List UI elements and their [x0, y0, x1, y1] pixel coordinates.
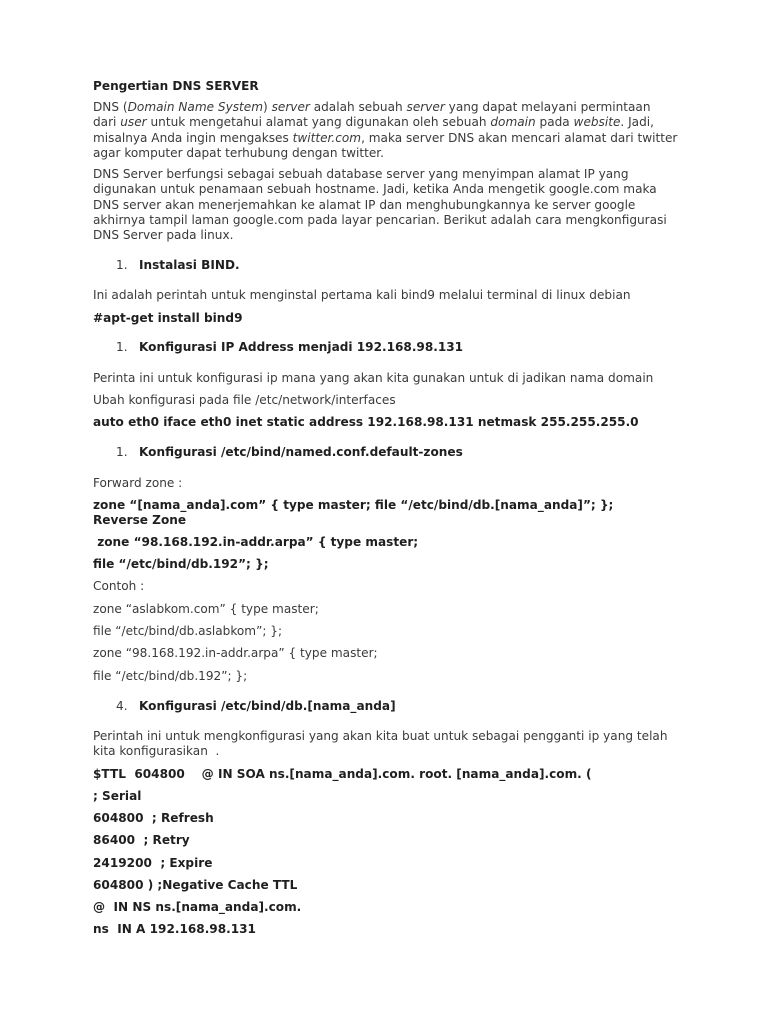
section-1-desc: Ini adalah perintah untuk menginstal pertama kali bind9 melalui terminal di linux debian — [93, 288, 631, 302]
text-span: yang dapat melayani permintaan — [444, 100, 651, 114]
section-1-command: #apt-get install bind9 — [93, 311, 243, 325]
section-2-desc-1: Perinta ini untuk konfigurasi ip mana yang akan kita gunakan untuk di jadikan nama domain — [93, 371, 654, 385]
italic-span: website — [573, 115, 621, 129]
text-span: pada — [535, 115, 574, 129]
italic-span: user — [120, 115, 147, 129]
section-3-title: Konfigurasi /etc/bind/named.conf.default-zones — [139, 445, 463, 459]
zone-code-line-1: $TTL 604800 @ IN SOA ns.[nama_anda].com. root. [nama_anda].com. ( — [93, 767, 592, 781]
intro-line-4: agar komputer dapat terhubung dengan twitter. — [93, 146, 384, 160]
section-2-number: 1. — [116, 340, 128, 354]
text-span: . Jadi, — [620, 115, 654, 129]
text-span: DNS ( — [93, 100, 128, 114]
reverse-zone-command-1: zone “98.168.192.in-addr.arpa” { type master; — [93, 535, 419, 549]
zone-code-line-5: 2419200 ; Expire — [93, 856, 213, 870]
reverse-zone-label: Reverse Zone — [93, 513, 187, 527]
text-span: misalnya Anda ingin mengakses — [93, 131, 293, 145]
section-4-number: 4. — [116, 699, 128, 713]
intro-line-3 — [93, 131, 677, 147]
italic-span: server — [271, 100, 310, 114]
doc-title: Pengertian DNS SERVER — [93, 79, 259, 93]
text-span: adalah sebuah — [309, 100, 407, 114]
section-4-title: Konfigurasi /etc/bind/db.[nama_anda] — [139, 699, 396, 713]
zone-code-line-2: ; Serial — [93, 789, 142, 803]
italic-span: twitter.com — [292, 131, 362, 145]
text-span: dari — [93, 115, 121, 129]
para2-line-2: digunakan untuk penamaan sebuah hostname. Jadi, ketika Anda mengetik google.com maka — [93, 182, 657, 196]
section-4-desc-1: Perintah ini untuk mengkonfigurasi yang akan kita buat untuk sebagai pengganti ip yang telah — [93, 729, 668, 743]
text-span: untuk mengetahui alamat yang digunakan oleh sebuah — [146, 115, 491, 129]
section-1-title: Instalasi BIND. — [139, 258, 240, 272]
forward-zone-label: Forward zone : — [93, 476, 183, 490]
zone-code-line-7: @ IN NS ns.[nama_anda].com. — [93, 900, 302, 914]
section-1-number: 1. — [116, 258, 128, 272]
section-4-desc-2: kita konfigurasikan . — [93, 744, 220, 758]
section-3-number: 1. — [116, 445, 128, 459]
section-2-title: Konfigurasi IP Address menjadi 192.168.98.131 — [139, 340, 464, 354]
forward-zone-command: zone “[nama_anda].com” { type master; file “/etc/bind/db.[nama_anda]”; }; — [93, 498, 614, 512]
intro-line-2 — [93, 115, 654, 131]
section-2-desc-2: Ubah konfigurasi pada file /etc/network/interfaces — [93, 393, 396, 407]
example-line-4: file “/etc/bind/db.192”; }; — [93, 669, 248, 683]
zone-code-line-6: 604800 ) ;Negative Cache TTL — [93, 878, 298, 892]
para2-line-1: DNS Server berfungsi sebagai sebuah database server yang menyimpan alamat IP yang — [93, 167, 629, 181]
para2-line-3: DNS server akan menerjemahkan ke alamat IP dan menghubungkannya ke server google — [93, 198, 636, 212]
example-label: Contoh : — [93, 579, 145, 593]
zone-code-line-4: 86400 ; Retry — [93, 833, 190, 847]
para2-line-4: akhirnya tampil laman google.com pada layar pencarian. Berikut adalah cara mengkonfigurasi — [93, 213, 667, 227]
text-span: ) — [263, 100, 272, 114]
reverse-zone-command-2: file “/etc/bind/db.192”; }; — [93, 557, 269, 571]
section-2-command: auto eth0 iface eth0 inet static address 192.168.98.131 netmask 255.255.255.0 — [93, 415, 639, 429]
example-line-1: zone “aslabkom.com” { type master; — [93, 602, 319, 616]
italic-span: server — [406, 100, 445, 114]
intro-line-1 — [93, 100, 651, 116]
example-line-3: zone “98.168.192.in-addr.arpa” { type master; — [93, 646, 378, 660]
zone-code-line-3: 604800 ; Refresh — [93, 811, 214, 825]
text-span: , maka server DNS akan mencari alamat dari twitter — [361, 131, 678, 145]
example-line-2: file “/etc/bind/db.aslabkom”; }; — [93, 624, 283, 638]
italic-span: Domain Name System — [127, 100, 264, 114]
zone-code-line-8: ns IN A 192.168.98.131 — [93, 922, 256, 936]
italic-span: domain — [490, 115, 536, 129]
para2-line-5: DNS Server pada linux. — [93, 228, 234, 242]
